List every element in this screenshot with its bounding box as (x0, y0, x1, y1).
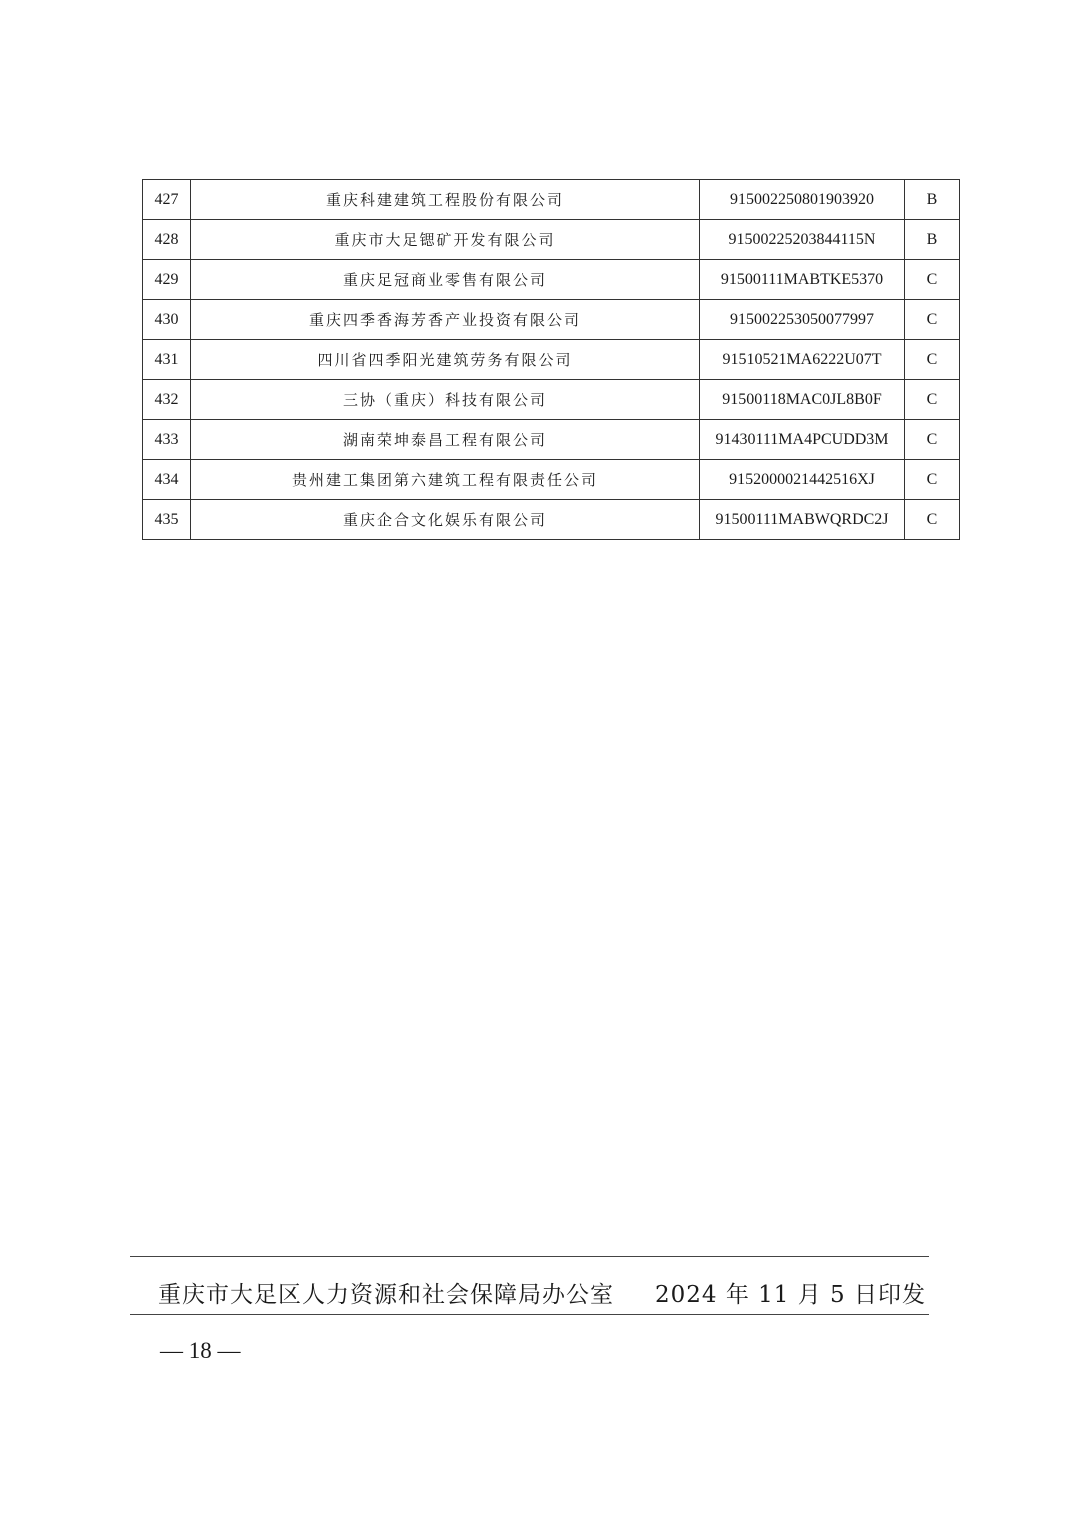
credit-grade: C (905, 460, 960, 500)
company-credit-table (142, 179, 960, 540)
company-name: 贵州建工集团第六建筑工程有限责任公司 (191, 460, 700, 500)
row-number: 433 (143, 420, 191, 460)
row-number: 430 (143, 300, 191, 340)
row-number: 431 (143, 340, 191, 380)
credit-code: 91510521MA6222U07T (700, 340, 905, 380)
table-row (143, 500, 960, 540)
credit-code: 91500111MABWQRDC2J (700, 500, 905, 540)
row-number: 435 (143, 500, 191, 540)
table-row (143, 180, 960, 220)
table-row (143, 420, 960, 460)
credit-grade: C (905, 500, 960, 540)
credit-grade: C (905, 420, 960, 460)
row-number: 427 (143, 180, 191, 220)
table-row (143, 220, 960, 260)
row-number: 434 (143, 460, 191, 500)
company-name: 四川省四季阳光建筑劳务有限公司 (191, 340, 700, 380)
page-number: — 18 — (160, 1338, 241, 1363)
credit-code: 91500118MAC0JL8B0F (700, 380, 905, 420)
table-body (143, 180, 960, 540)
credit-grade: B (905, 180, 960, 220)
credit-code: 91500111MABTKE5370 (700, 260, 905, 300)
company-name: 重庆企合文化娱乐有限公司 (191, 500, 700, 540)
issuing-office: 重庆市大足区人力资源和社会保障局办公室 (158, 1282, 614, 1308)
footer-divider-top (130, 1256, 929, 1257)
company-name: 重庆市大足锶矿开发有限公司 (191, 220, 700, 260)
credit-code: 915002250801903920 (700, 180, 905, 220)
credit-code: 915002253050077997 (700, 300, 905, 340)
row-number: 432 (143, 380, 191, 420)
company-name: 重庆四季香海芳香产业投资有限公司 (191, 300, 700, 340)
credit-code: 91430111MA4PCUDD3M (700, 420, 905, 460)
row-number: 428 (143, 220, 191, 260)
credit-grade: C (905, 340, 960, 380)
table-row (143, 260, 960, 300)
company-name: 三协（重庆）科技有限公司 (191, 380, 700, 420)
issue-date: 2024 年 11 月 5 日印发 (655, 1282, 926, 1308)
company-name: 重庆科建建筑工程股份有限公司 (191, 180, 700, 220)
table-row (143, 300, 960, 340)
company-name: 重庆足冠商业零售有限公司 (191, 260, 700, 300)
credit-grade: C (905, 380, 960, 420)
credit-grade: C (905, 300, 960, 340)
credit-code: 9152000021442516XJ (700, 460, 905, 500)
company-name: 湖南荣坤泰昌工程有限公司 (191, 420, 700, 460)
credit-grade: C (905, 260, 960, 300)
table-row (143, 340, 960, 380)
credit-grade: B (905, 220, 960, 260)
credit-code: 91500225203844115N (700, 220, 905, 260)
footer-divider-bottom (130, 1314, 929, 1315)
row-number: 429 (143, 260, 191, 300)
table-row (143, 380, 960, 420)
table-row (143, 460, 960, 500)
